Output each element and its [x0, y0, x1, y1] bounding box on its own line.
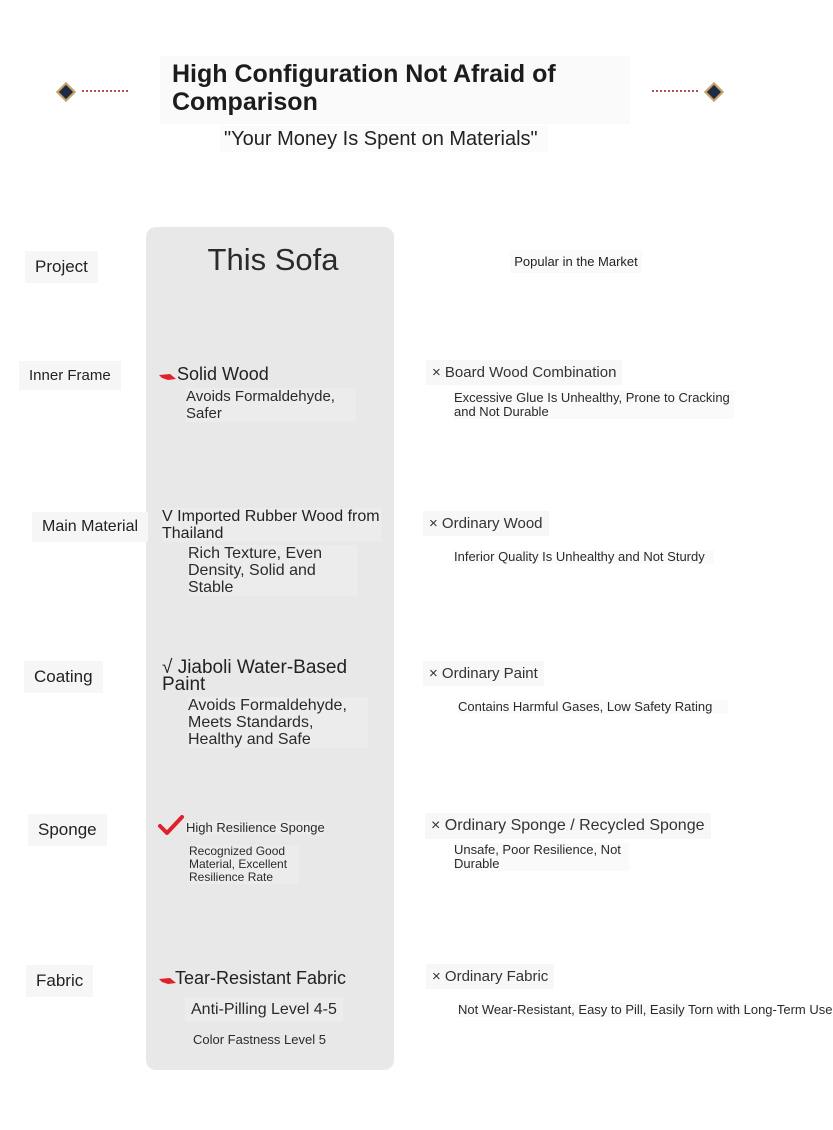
project-column-header: Project	[25, 251, 98, 283]
inner-frame-good-desc: Avoids Formaldehyde, Safer	[186, 388, 356, 422]
inner-frame-bad-desc: Excessive Glue Is Unhealthy, Prone to Cracking and Not Durable	[454, 391, 734, 419]
row-label-fabric: Fabric	[26, 965, 93, 997]
inner-frame-bad-title: × Board Wood Combination	[426, 360, 622, 385]
row-label-inner-frame: Inner Frame	[19, 361, 121, 390]
main-material-bad-title: × Ordinary Wood	[423, 511, 549, 536]
row-label-main-material: Main Material	[32, 512, 148, 542]
page-subtitle: "Your Money Is Spent on Materials"	[220, 126, 548, 152]
sponge-bad-desc: Unsafe, Poor Resilience, Not Durable	[454, 843, 629, 871]
page-title: High Configuration Not Afraid of Comparison	[160, 56, 630, 124]
market-column-header: Popular in the Market	[510, 250, 642, 273]
fabric-bad-desc: Not Wear-Resistant, Easy to Pill, Easily Torn with Long-Term Use	[458, 1002, 833, 1017]
row-label-coating: Coating	[24, 661, 103, 693]
row-label-sponge: Sponge	[28, 814, 107, 846]
main-material-good-desc: Rich Texture, Even Density, Solid and Stable	[188, 545, 358, 596]
left-diamond-ornament	[56, 82, 76, 102]
fabric-good-desc: Anti-Pilling Level 4-5	[185, 997, 343, 1022]
left-dotted-line	[82, 90, 128, 92]
fabric-good-desc-2: Color Fastness Level 5	[193, 1032, 326, 1047]
coating-good-title: √ Jiaboli Water-Based Paint	[162, 657, 348, 695]
coating-good-desc: Avoids Formaldehyde, Meets Standards, Healthy and Safe	[188, 697, 368, 748]
sponge-bad-title: × Ordinary Sponge / Recycled Sponge	[425, 813, 711, 839]
fabric-bad-title: × Ordinary Fabric	[426, 964, 554, 989]
coating-bad-title: × Ordinary Paint	[423, 661, 544, 686]
this-sofa-header: This Sofa	[207, 242, 339, 277]
red-check-icon	[158, 815, 184, 837]
right-dotted-line	[652, 90, 698, 92]
coating-bad-desc: Contains Harmful Gases, Low Safety Rating	[458, 700, 728, 714]
fabric-good-title: Tear-Resistant Fabric	[175, 968, 347, 988]
this-sofa-column	[146, 227, 394, 1070]
main-material-bad-desc: Inferior Quality Is Unhealthy and Not Sturdy	[454, 550, 714, 564]
right-diamond-ornament	[704, 82, 724, 102]
main-material-good-title: V Imported Rubber Wood from Thailand	[162, 508, 382, 542]
inner-frame-good-title: Solid Wood	[177, 364, 269, 384]
sponge-good-title: High Resilience Sponge	[186, 820, 325, 835]
sponge-good-desc: Recognized Good Material, Excellent Resilience Rate	[189, 845, 299, 884]
